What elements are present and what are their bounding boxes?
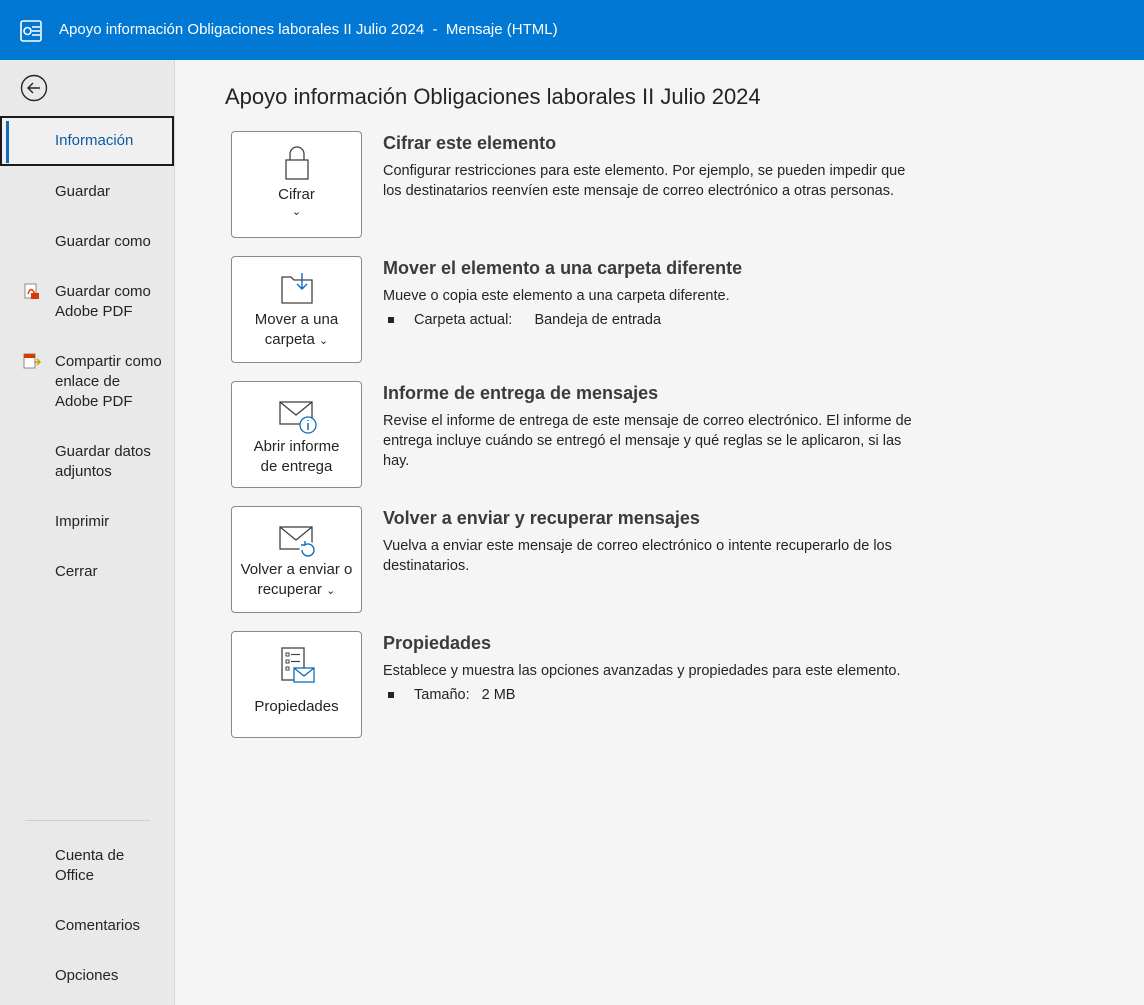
detail-label: Tamaño: [414,687,470,703]
nav-item-label: Cuenta de Office [55,847,125,884]
nav-item-label: Comentarios [55,917,141,934]
current-folder-detail [389,310,661,330]
lock-icon [276,142,318,184]
section-reenviar [231,506,971,614]
section-description: Revise el informe de entrega de este mensaje de correo electrónico. El informe de entrega incluye cuándo se entregó el mensaje y qué reglas se le aplicaron, si las hay. [383,413,912,469]
cifrar-button-label: Cifrar [278,186,315,203]
nav-item-label: Información [55,132,134,149]
section-title: Volver a enviar y recuperar mensajes [383,508,700,528]
section-cifrar [231,131,971,239]
nav-item-cuenta-office[interactable] [0,846,174,886]
nav-item-informacion[interactable] [0,116,174,166]
section-propiedades [231,631,971,739]
sidebar-divider [25,820,150,821]
mail-resend-icon [276,521,318,563]
section-description: Vuelva a enviar este mensaje de correo electrónico o intente recuperarlo de los destinatarios. [383,538,892,574]
detail-value: Bandeja de entrada [534,312,662,328]
nav-item-imprimir[interactable] [0,512,174,532]
window-title: Apoyo información Obligaciones laborales II Julio 2024 - Mensaje (HTML) [59,21,558,38]
nav-item-label: Imprimir [55,513,110,530]
propiedades-button[interactable] [231,631,362,738]
nav-item-label: Guardar como [55,233,151,250]
outlook-icon [20,20,42,42]
section-title: Cifrar este elemento [383,133,557,153]
abrir-informe-label: Abrir informe de entrega [253,438,340,475]
nav-item-guardar-como[interactable] [0,232,174,252]
adobe-pdf-icon [22,282,42,302]
adobe-share-icon [22,352,42,372]
nav-item-cerrar[interactable] [0,562,174,582]
section-mover [231,256,971,364]
section-description: Configurar restricciones para este elemento. Por ejemplo, se pueden impedir que los destinatarios reenvíen este mensaje de correo electrónico a otras personas. [383,163,906,199]
mover-button-label [232,310,361,351]
back-arrow-icon[interactable] [20,74,48,102]
mail-info-icon [276,396,318,438]
volver-enviar-label [232,560,361,601]
nav-item-guardar-adjuntos[interactable] [0,442,174,482]
nav-item-guardar-como-pdf[interactable] [0,282,174,322]
chevron-down-icon: ⌄ [319,335,329,347]
nav-item-compartir-pdf[interactable] [0,352,174,412]
page-title: Apoyo información Obligaciones laborales II Julio 2024 [225,84,761,109]
nav-item-label: Compartir como enlace de Adobe PDF [55,353,162,410]
chevron-down-icon: ⌄ [291,206,302,218]
title-bar [0,0,1144,60]
detail-value: 2 MB [481,687,516,703]
propiedades-label: Propiedades [254,698,339,715]
nav-item-label: Guardar como Adobe PDF [55,283,151,320]
mover-carpeta-button[interactable] [231,256,362,363]
properties-icon [276,644,318,686]
nav-item-guardar[interactable] [0,182,174,202]
nav-item-opciones[interactable] [0,966,174,986]
section-description: Establece y muestra las opciones avanzadas y propiedades para este elemento. [383,663,901,679]
nav-item-label: Guardar datos adjuntos [55,443,151,480]
section-title: Mover el elemento a una carpeta diferente [383,258,743,278]
chevron-down-icon: ⌄ [326,585,336,597]
nav-item-label: Guardar [55,183,111,200]
size-detail [389,685,515,705]
volver-enviar-button[interactable] [231,506,362,613]
nav-item-label: Cerrar [55,563,98,580]
cifrar-button[interactable] [231,131,362,238]
move-folder-icon [276,267,318,309]
section-title: Propiedades [383,633,492,653]
abrir-informe-button[interactable] [231,381,362,488]
nav-item-comentarios[interactable] [0,916,174,936]
info-pane [175,60,1144,1005]
section-title: Informe de entrega de mensajes [383,383,659,403]
detail-label: Carpeta actual: [414,312,513,328]
volver-enviar-label-text: Volver a enviar o recuperar [240,561,353,598]
section-description: Mueve o copia este elemento a una carpeta diferente. [383,288,730,304]
mover-button-label-text: Mover a una carpeta [254,311,339,348]
section-informe-entrega [231,381,971,489]
nav-item-label: Opciones [55,967,119,984]
backstage-sidebar [0,60,175,1005]
